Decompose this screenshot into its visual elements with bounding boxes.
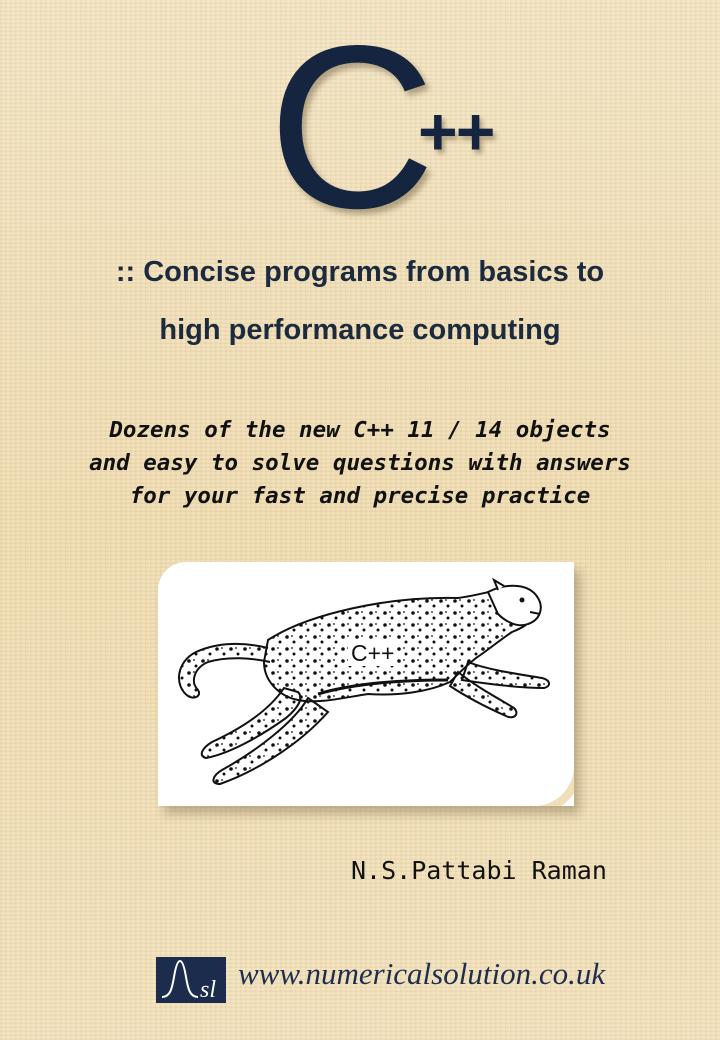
tagline-line-1: Dozens of the new C++ 11 / 14 objects: [109, 417, 611, 443]
subtitle-line-2: high performance computing: [159, 314, 561, 346]
tagline-line-2: and easy to solve questions with answers: [89, 450, 631, 476]
title-suffix: ++: [418, 94, 494, 170]
title-letter: C: [268, 0, 436, 257]
cheetah-icon: [158, 562, 574, 806]
publisher-url: www.numericalsolution.co.uk: [238, 956, 606, 991]
subtitle-line-1: :: Concise programs from basics to: [115, 256, 605, 288]
tagline: [0, 414, 720, 513]
illustration-label: C++: [348, 640, 397, 666]
tagline-line-3: for your fast and precise practice: [129, 483, 591, 509]
sl-logo-icon: [156, 957, 226, 1003]
illustration-frame: [158, 562, 574, 806]
author-name: N.S.Pattabi Raman: [351, 856, 607, 885]
sl-logo-text: sl: [200, 977, 217, 1003]
